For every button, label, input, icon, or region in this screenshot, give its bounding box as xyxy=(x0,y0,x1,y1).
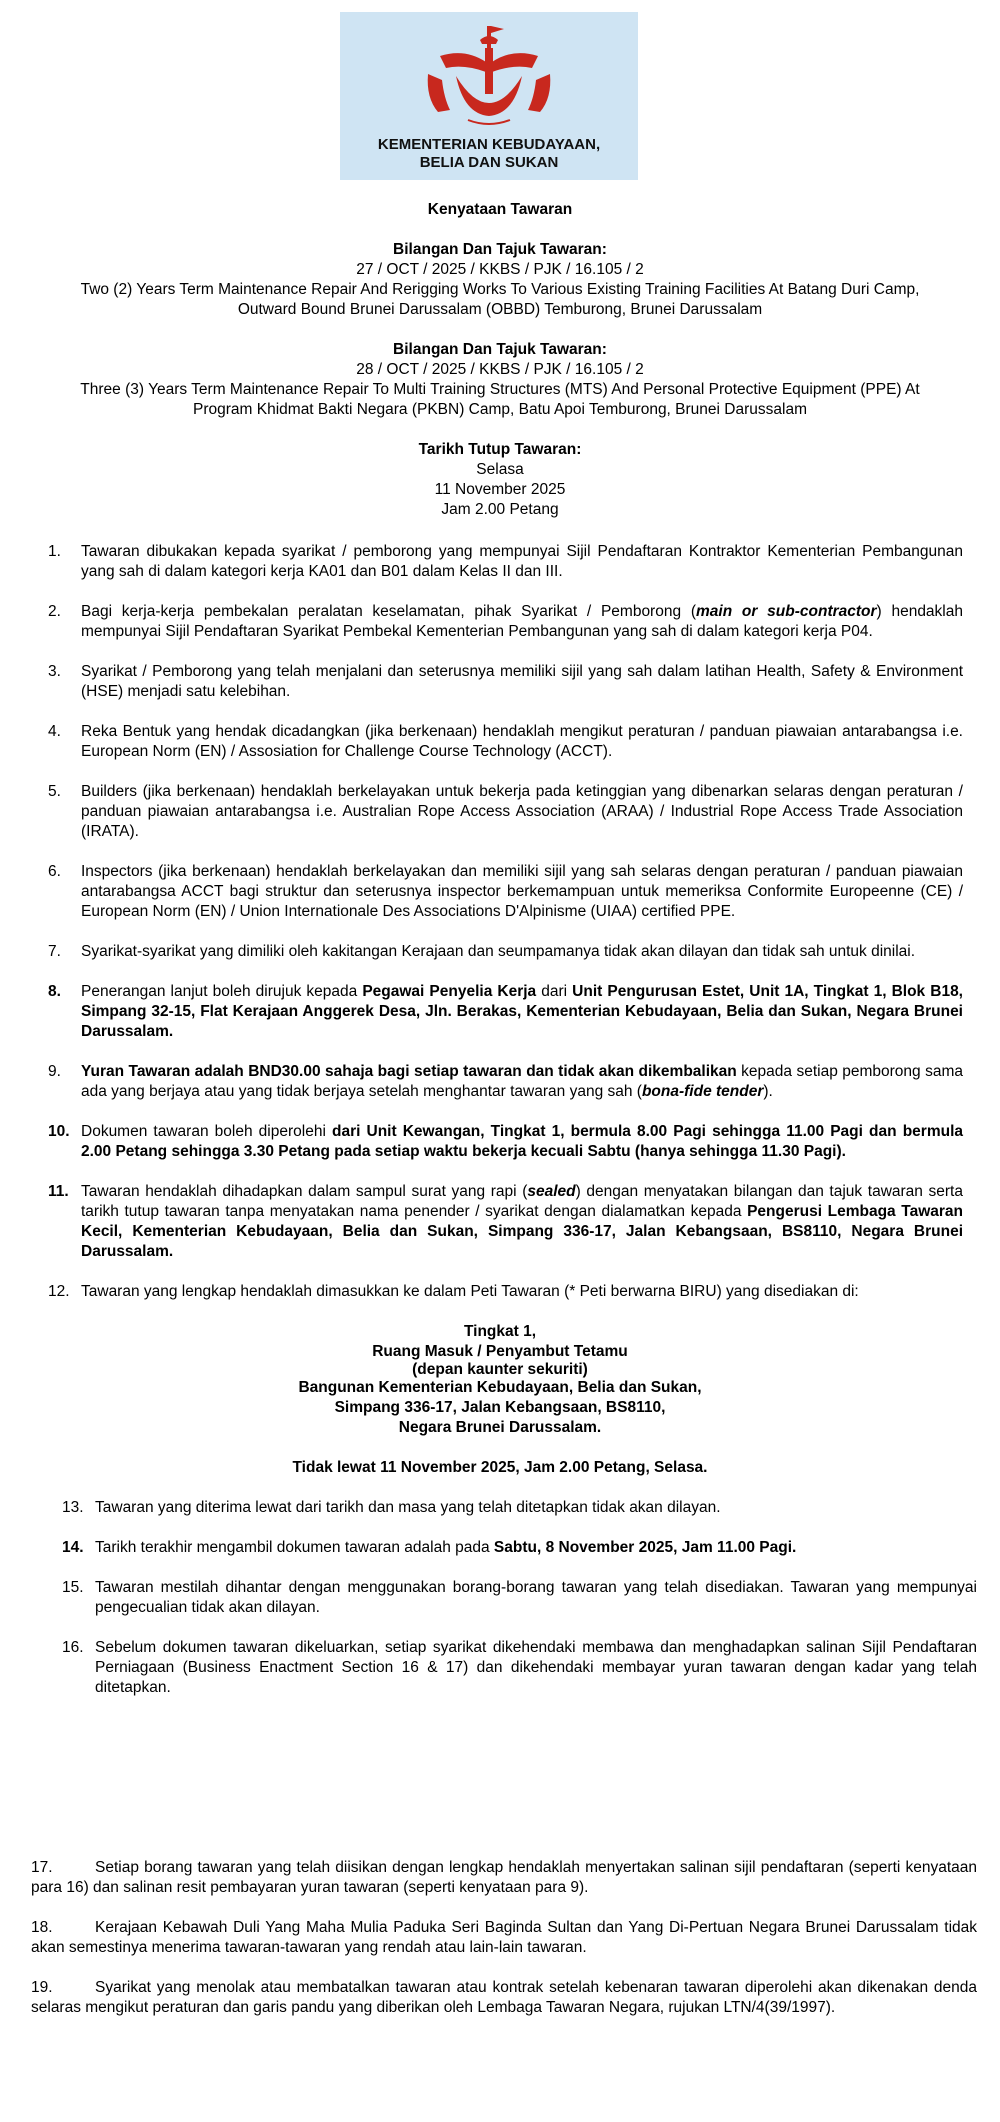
text-run: Bagi kerja-kerja pembekalan peralatan keselamatan, pihak Syarikat / Pemborong ( xyxy=(81,603,696,620)
item-text: Reka Bentuk yang hendak dicadangkan (jika berkenaan) hendaklah mengikut peraturan / panduan piawaian antarabangsa i.e. European Norm (EN) / Assosiation for Challenge Course Technology (ACCT). xyxy=(81,723,963,760)
text-run: Tarikh terakhir mengambil dokumen tawaran adalah pada xyxy=(95,1539,494,1556)
item-text xyxy=(81,1122,963,1162)
document-title: Kenyataan Tawaran xyxy=(427,201,573,218)
text-run-bold-italic: main or sub-contractor xyxy=(696,603,877,620)
item-text: Syarikat / Pemborong yang telah menjalani dan seterusnya memiliki sijil yang sah dalam latihan Health, Safety & Environment (HSE) menjadi satu kelebihan. xyxy=(81,663,963,700)
text-run: ). xyxy=(763,1083,773,1100)
list-item xyxy=(62,1638,977,1698)
tender-1-desc-line1: Two (2) Years Term Maintenance Repair And Rerigging Works To Various Existing Training Facilities At Batang Duri Camp, xyxy=(80,281,920,298)
item-number: 6. xyxy=(48,863,61,880)
list-item xyxy=(48,982,963,1042)
list-item xyxy=(31,1918,977,1958)
item-number: 12. xyxy=(48,1283,70,1300)
closing-day: Selasa xyxy=(476,461,524,478)
item-number: 1. xyxy=(48,543,61,560)
text-run-bold: Unit Pengurusan Estet, Unit 1A, Tingkat 1, Blok B18, Simpang 32-15, Flat Kerajaan Anggerek Desa, Jln. Berakas, Kementerian Kebudayaan, Belia dan Sukan, Negara Brunei Darussalam. xyxy=(81,983,963,1040)
text-run: dari xyxy=(536,983,573,1000)
item-text: Sebelum dokumen tawaran dikeluarkan, setiap syarikat dikehendaki membawa dan menghadapkan salinan Sijil Pendaftaran Perniagaan (Business Enactment Section 16 & 17) dan dikehendaki membayar yuran tawaran dengan kadar yang telah ditetapkan. xyxy=(95,1639,977,1696)
closing-time: Jam 2.00 Petang xyxy=(441,501,559,518)
item-number: 11. xyxy=(48,1183,69,1200)
brunei-crest-icon xyxy=(420,18,558,136)
tender-1-desc-line2: Outward Bound Brunei Darussalam (OBBD) Temburong, Brunei Darussalam xyxy=(237,301,763,318)
address-line: Simpang 336-17, Jalan Kebangsaan, BS8110, xyxy=(334,1399,666,1416)
text-run-bold: dari Unit Kewangan, Tingkat 1, bermula 8.00 Pagi sehingga 11.00 Pagi dan bermula 2.00 Petang sehingga 3.30 Petang pada setiap waktu bekerja kecuali Sabtu (hanya sehingga 11.30 Pagi). xyxy=(81,1123,963,1160)
item-number: 17. xyxy=(31,1859,53,1876)
item-text: Builders (jika berkenaan) hendaklah berkelayakan untuk bekerja pada ketinggian yang dibenarkan selaras dengan peraturan / panduan piawaian antarabangsa i.e. Australian Rope Access Association (ARAA) / Industrial Rope Access Trade Association (IRATA). xyxy=(81,783,963,840)
text-run: kepada setiap pemborong sama ada yang berjaya atau yang tidak berjaya setelah menghantar tawaran yang sah ( xyxy=(81,1063,963,1100)
list-item xyxy=(48,662,963,702)
closing-heading: Tarikh Tutup Tawaran: xyxy=(418,441,582,458)
tender-2-desc-line1: Three (3) Years Term Maintenance Repair To Multi Training Structures (MTS) And Personal Protective Equipment (PPE) At xyxy=(80,381,920,398)
item-text: Inspectors (jika berkenaan) hendaklah berkelayakan dan memiliki sijil yang sah selaras dengan peraturan / panduan piawaian antarabangsa ACCT bagi struktur dan seterusnya inspector berkemampuan untuk memeriksa Conformite Europeenne (CE) / European Norm (EN) / Union Internationale Des Associations D'Alpinisme (UIAA) certified PPE. xyxy=(81,863,963,920)
ministry-logo xyxy=(340,12,638,180)
list-item xyxy=(48,1062,963,1102)
item-number: 2. xyxy=(48,603,61,620)
list-item xyxy=(48,942,963,962)
item-number: 19. xyxy=(31,1979,53,1996)
address-line: (depan kaunter sekuriti) xyxy=(412,1361,588,1378)
item-text: Tawaran dibukakan kepada syarikat / pemborong yang mempunyai Sijil Pendaftaran Kontraktor Kementerian Pembangunan yang sah di dalam kategori kerja KA01 dan B01 dalam Kelas II dan III. xyxy=(81,543,963,580)
closing-date: 11 November 2025 xyxy=(434,481,566,498)
tender-1-block xyxy=(0,240,1000,320)
text-run: Tawaran hendaklah dihadapkan dalam sampul surat yang rapi ( xyxy=(81,1183,528,1200)
item-number: 18. xyxy=(31,1919,53,1936)
address-line: Tingkat 1, xyxy=(463,1323,537,1340)
text-run: ) hendaklah mempunyai Sijil Pendaftaran Syarikat Pembekal Kementerian Pembangunan yang sah di dalam kategori kerja P04. xyxy=(81,603,963,640)
item-text: Tawaran yang lengkap hendaklah dimasukkan ke dalam Peti Tawaran (* Peti berwarna BIRU) yang disediakan di: xyxy=(81,1283,859,1300)
list-item xyxy=(48,1282,963,1302)
list-item xyxy=(48,782,963,842)
item-text xyxy=(81,1062,963,1102)
list-item xyxy=(48,602,963,642)
text-run: Dokumen tawaran boleh diperolehi xyxy=(81,1123,332,1140)
item-text: Tawaran yang diterima lewat dari tarikh dan masa yang telah ditetapkan tidak akan dilayan. xyxy=(95,1499,721,1516)
item-text xyxy=(81,602,963,642)
item-text: Tawaran mestilah dihantar dengan menggunakan borang-borang tawaran yang telah disediakan. Tawaran yang mempunyai pengecualian tidak akan dilayan. xyxy=(95,1579,977,1616)
item-text xyxy=(81,982,963,1042)
item-text: Syarikat yang menolak atau membatalkan tawaran atau kontrak setelah kebenaran tawaran diperolehi akan dikenakan denda selaras mengikut peraturan dan garis pandu yang diberikan oleh Lembaga Tawaran Negara, rujukan LTN/4(39/1997). xyxy=(31,1979,977,2016)
list-item xyxy=(62,1498,977,1518)
text-run: ) dengan menyatakan bilangan dan tajuk tawaran serta tarikh tutup tawaran tanpa menyatakan nama penender / syarikat dengan dialamatkan kepada xyxy=(81,1183,963,1220)
list-item xyxy=(31,1858,977,1898)
text-run-bold: Yuran Tawaran adalah BND30.00 sahaja bagi setiap tawaran dan tidak akan dikembalikan xyxy=(81,1063,737,1080)
list-item xyxy=(48,542,963,582)
item-number: 9. xyxy=(48,1063,61,1080)
item-text: Setiap borang tawaran yang telah diisikan dengan lengkap hendaklah menyertakan salinan sijil pendaftaran (seperti kenyataan para 16) dan salinan resit pembayaran yuran tawaran (seperti kenyataan para 9). xyxy=(31,1859,977,1896)
text-run-bold: Pegawai Penyelia Kerja xyxy=(362,983,537,1000)
item-number: 4. xyxy=(48,723,61,740)
logo-text-line2: BELIA DAN SUKAN xyxy=(419,154,559,171)
list-item xyxy=(48,1122,963,1162)
submission-deadline: Tidak lewat 11 November 2025, Jam 2.00 Petang, Selasa. xyxy=(292,1459,708,1476)
list-item xyxy=(48,1182,963,1262)
list-item xyxy=(62,1578,977,1618)
tender-2-heading: Bilangan Dan Tajuk Tawaran: xyxy=(393,341,607,358)
item-text xyxy=(81,1182,963,1262)
item-number: 8. xyxy=(48,983,61,1000)
list-item xyxy=(31,1978,977,2018)
address-line: Negara Brunei Darussalam. xyxy=(398,1419,602,1436)
item-number: 15. xyxy=(62,1579,84,1596)
item-number: 16. xyxy=(62,1639,84,1656)
item-number: 10. xyxy=(48,1123,70,1140)
item-text: Kerajaan Kebawah Duli Yang Maha Mulia Paduka Seri Baginda Sultan dan Yang Di-Pertuan Negara Brunei Darussalam tidak akan semestinya menerima tawaran-tawaran yang rendah atau lain-lain tawaran. xyxy=(31,1919,977,1956)
item-number: 14. xyxy=(62,1539,84,1556)
item-text: Syarikat-syarikat yang dimiliki oleh kakitangan Kerajaan dan seumpamanya tidak akan dilayan dan tidak sah untuk dinilai. xyxy=(81,943,916,960)
tender-1-ref: 27 / OCT / 2025 / KKBS / PJK / 16.105 / 2 xyxy=(356,261,644,278)
tender-2-block xyxy=(0,340,1000,420)
item-number: 7. xyxy=(48,943,61,960)
tender-1-heading: Bilangan Dan Tajuk Tawaran: xyxy=(393,241,607,258)
address-line: Ruang Masuk / Penyambut Tetamu xyxy=(372,1343,628,1360)
logo-text-line1: KEMENTERIAN KEBUDAYAAN, xyxy=(377,136,601,153)
text-run-bold-italic: bona-fide tender xyxy=(641,1083,764,1100)
text-run: Penerangan lanjut boleh dirujuk kepada xyxy=(81,983,363,1000)
text-run-bold-italic: sealed xyxy=(527,1183,576,1200)
address-line: Bangunan Kementerian Kebudayaan, Belia dan Sukan, xyxy=(298,1379,702,1396)
closing-date-block xyxy=(0,440,1000,520)
tender-2-ref: 28 / OCT / 2025 / KKBS / PJK / 16.105 / 2 xyxy=(356,361,644,378)
text-run-bold: Sabtu, 8 November 2025, Jam 11.00 Pagi. xyxy=(493,1539,797,1556)
text-run-bold: Pengerusi Lembaga Tawaran Kecil, Kementerian Kebudayaan, Belia dan Sukan, Simpang 336-17, Jalan Kebangsaan, BS8110, Negara Brunei Darussalam. xyxy=(81,1203,963,1260)
item-text xyxy=(95,1538,977,1558)
item-number: 3. xyxy=(48,663,61,680)
list-item xyxy=(48,722,963,762)
tender-box-address xyxy=(0,1322,1000,1438)
item-number: 13. xyxy=(62,1499,84,1516)
tender-2-desc-line2: Program Khidmat Bakti Negara (PKBN) Camp, Batu Apoi Temburong, Brunei Darussalam xyxy=(193,401,807,418)
list-item xyxy=(48,862,963,922)
list-item xyxy=(62,1538,977,1558)
item-number: 5. xyxy=(48,783,61,800)
